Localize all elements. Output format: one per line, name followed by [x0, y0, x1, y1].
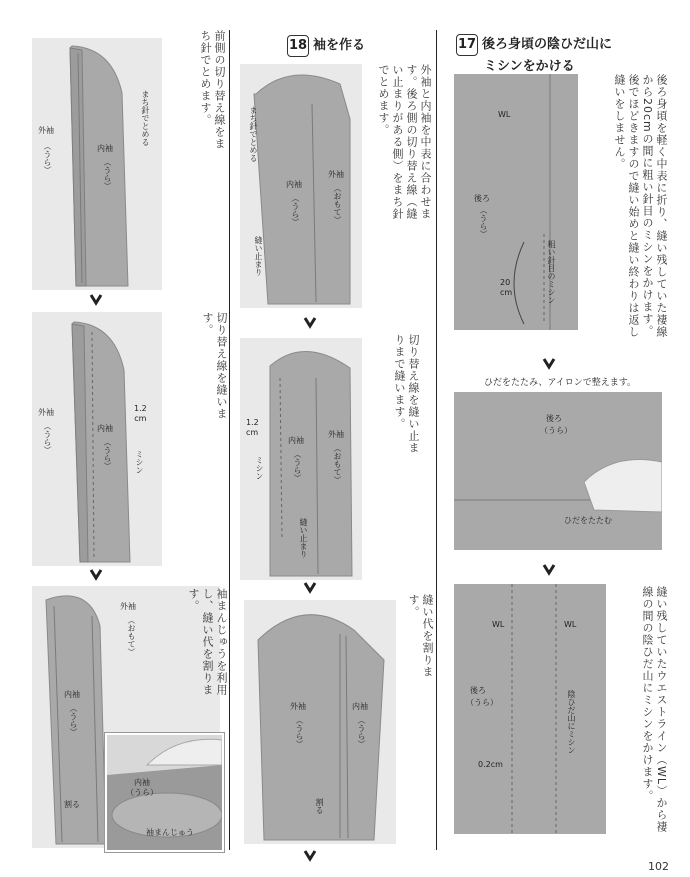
- col2-panel1-inner-label: 内袖: [286, 180, 302, 189]
- col2-panel2-outer-label: 外袖: [328, 430, 344, 439]
- col2-panel3-inner-label: 内袖: [352, 702, 368, 711]
- down-arrow-icon: [541, 357, 557, 371]
- inset-inner-text: 内袖: [134, 778, 150, 787]
- col2-panel3-instruction: 縫い代を割ります。: [407, 594, 434, 678]
- col3-panel1-instruction: 後ろ身頃を軽く中表に折り、縫い残していた褄線から20cmの間に粗い針目のミシンをかけます。後でほどきますので縫い始めと縫い終わりは返し縫いをしません。: [613, 74, 668, 338]
- col2-panel2-inner-sub: （うら）: [293, 450, 302, 482]
- col2-panel2-instruction: 切り替え線を縫い止まりまで縫います。: [393, 334, 420, 454]
- col3-panel3-instruction: 縫い残していたウエストライン（WL）から褄線の間の陰ひだ山にミシンをかけます。: [641, 586, 668, 834]
- col2-panel3-inner-sub: （うら）: [357, 716, 366, 748]
- col3-panel1-len: [500, 278, 512, 298]
- step-title: 袖を作る: [313, 38, 366, 53]
- col1-panel3-inset-ham: 袖まんじゅう: [146, 828, 194, 837]
- len-value: 20: [500, 278, 511, 287]
- col2-panel2-width: [246, 418, 259, 438]
- column-divider-1: [229, 30, 230, 850]
- step-number-badge: 17: [456, 34, 478, 56]
- col3-panel1-back-sub: （うら）: [479, 206, 488, 238]
- col1-panel3-split-label: 割る: [64, 800, 80, 809]
- step-title-line1: 後ろ身頃の陰ひだ山に: [482, 37, 613, 52]
- col3-panel2-fold-label: ひだをたたむ: [564, 516, 612, 525]
- col3-panel3-back-label: 後ろ: [470, 686, 486, 695]
- col2-panel2-stop-label: 縫い止まり: [299, 518, 308, 558]
- col3-panel1-coarse-label: 粗い針目のミシン: [547, 240, 556, 304]
- col1-panel3-inner-label: 内袖: [64, 690, 80, 699]
- label-text: 外袖: [38, 126, 54, 135]
- column-divider-2: [436, 30, 437, 850]
- col3-panel3-width-label: 0.2cm: [478, 760, 503, 769]
- col3-panel1-photo: [454, 74, 578, 330]
- down-arrow-icon: [541, 563, 557, 577]
- col1-panel3-instruction: 袖まんじゅうを利用し、縫い代を割ります。: [187, 588, 228, 696]
- col1-panel1-inner-label: 内袖: [97, 144, 113, 153]
- col2-panel2-machine-label: ミシン: [255, 456, 264, 480]
- col3-panel3-wl-left: WL: [492, 620, 505, 629]
- col2-panel1-inner-sub: （うら）: [291, 194, 300, 226]
- col2-panel2-outer-sub: （おもて）: [333, 444, 342, 484]
- col1-panel3-inner-sub: （うら）: [69, 704, 78, 736]
- col1-panel3-inset-inner: [126, 778, 158, 798]
- col2-step-header: [287, 34, 365, 57]
- col2-panel1-pins-label: まち針でとめる: [249, 106, 258, 162]
- down-arrow-icon: [302, 316, 318, 330]
- col3-panel2-back-label: 後ろ: [546, 414, 562, 423]
- col1-panel1-pins-label: まち針でとめる: [141, 90, 150, 146]
- down-arrow-icon: [88, 293, 104, 307]
- down-arrow-icon: [88, 568, 104, 582]
- col3-panel1-wl-label: WL: [498, 110, 511, 119]
- step-number-badge: 18: [287, 35, 309, 57]
- len-unit: cm: [500, 288, 513, 297]
- col3-panel1-fabric-illustration: [454, 74, 578, 330]
- col3-panel1-back-label: 後ろ: [474, 194, 490, 203]
- col1-panel2-instruction: 切り替え線を縫います。: [201, 312, 228, 420]
- col3-panel3-machine-label: 陰ひだ山にミシン: [567, 690, 576, 754]
- col2-panel1-outer-sub: （おもて）: [333, 184, 342, 224]
- col1-panel3-outer-label: 外袖: [120, 602, 136, 611]
- step-title-line2: ミシンをかける: [484, 59, 575, 74]
- col3-panel3-fabric-illustration: [454, 584, 606, 834]
- col1-panel2-inner-sub: （うら）: [103, 438, 112, 470]
- col1-panel2-outer-sub: （うら）: [43, 422, 52, 454]
- width-value: 1.2: [134, 404, 147, 413]
- col3-step-header: [456, 34, 612, 78]
- down-arrow-icon: [302, 849, 318, 863]
- col2-panel1-instruction: 外袖と内袖を中表に合わせます。後ろ側の切り替え線（縫い止まりがある側）をまち針でとめます。: [377, 64, 432, 220]
- col3-panel3-photo: [454, 584, 606, 834]
- col1-panel1-outer-label: [38, 126, 54, 136]
- page-number: 102: [648, 860, 669, 873]
- col2-panel1-outer-label: 外袖: [328, 170, 344, 179]
- width-unit: cm: [246, 428, 259, 437]
- col1-panel1-inner-sub: （うら）: [103, 158, 112, 190]
- col3-panel2-back-sub: （うら）: [540, 426, 572, 435]
- col1-panel1-instruction: 前側の切り替え線をまち針でとめます。: [199, 30, 226, 150]
- col3-panel3-back-sub: （うら）: [466, 698, 498, 707]
- col1-panel1-outer-sub: （うら）: [43, 142, 52, 174]
- col2-panel1-stop-label: 縫い止まり: [254, 236, 263, 276]
- col2-panel3-outer-sub: （うら）: [295, 716, 304, 748]
- col2-panel3-split-label: 割る: [315, 798, 324, 814]
- col1-panel2-outer-label: 外袖: [38, 408, 54, 417]
- col3-caption2: ひだをたたみ、アイロンで整えます。: [484, 378, 637, 388]
- col2-panel3-outer-label: 外袖: [290, 702, 306, 711]
- col3-panel3-wl-right: WL: [564, 620, 577, 629]
- down-arrow-icon: [302, 581, 318, 595]
- col1-panel2-machine-label: ミシン: [135, 450, 144, 474]
- col1-panel2-inner-label: 内袖: [97, 424, 113, 433]
- inset-inner-sub: （うら）: [126, 788, 158, 797]
- col1-panel3-outer-sub: （おもて）: [127, 616, 136, 656]
- width-value: 1.2: [246, 418, 259, 427]
- width-unit: cm: [134, 414, 147, 423]
- col1-panel2-width: [134, 404, 147, 424]
- col2-panel2-inner-label: 内袖: [288, 436, 304, 445]
